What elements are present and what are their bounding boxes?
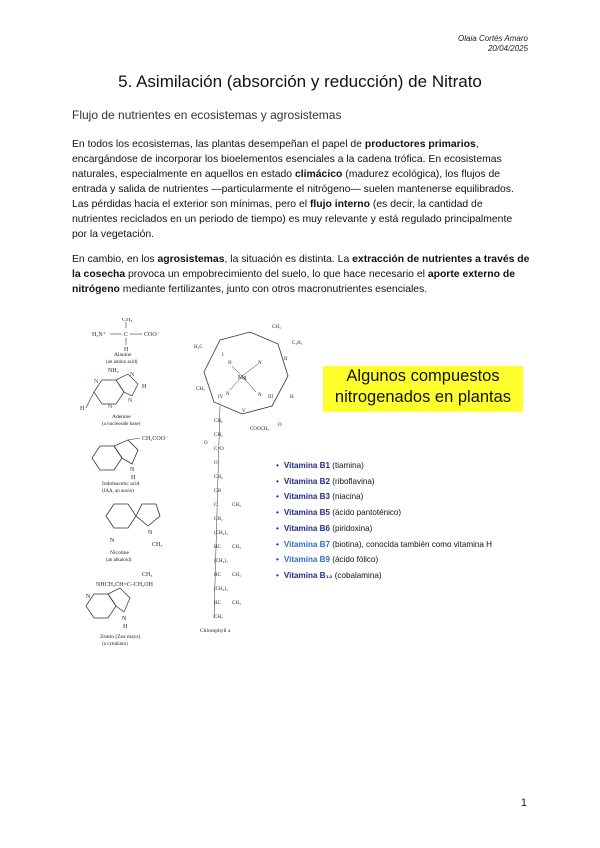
- paragraph-agrosistemas: [72, 252, 530, 297]
- vitamin-item: [276, 458, 492, 474]
- zeatin-desc: (a cytokinin): [102, 642, 128, 647]
- bullet-icon: •: [276, 523, 279, 533]
- vitamin-desc: (riboflavina): [330, 476, 375, 486]
- nicotine-methyl: CH₃: [152, 542, 163, 548]
- nicotine-label: Nicotine: [110, 550, 129, 556]
- zeatin-methyl: CH₃: [142, 572, 153, 578]
- chlorophyll-ester: COOCH₃: [250, 427, 270, 432]
- bold-term: climácico: [294, 169, 343, 180]
- zeatin-n1: N: [86, 594, 91, 600]
- iaa-structure: [92, 436, 168, 494]
- adenine-nh2: NH₂: [108, 368, 119, 374]
- ring-iv: IV: [218, 395, 224, 400]
- callout-line-1: Algunos compuestos: [346, 367, 500, 385]
- chain-group: C: [214, 503, 218, 508]
- vitamin-desc: (niacina): [330, 492, 364, 502]
- alanine-desc: (an amino acid): [106, 360, 138, 365]
- adenine-n1: N: [94, 379, 99, 385]
- ring-i: I: [222, 353, 224, 358]
- vitamin-desc: (cobalamina): [332, 570, 382, 580]
- paragraph-ecosistemas: [72, 137, 530, 242]
- vitamin-item: [276, 568, 492, 584]
- bullet-icon: •: [276, 539, 279, 549]
- callout-line-2: nitrogenados en plantas: [334, 388, 512, 406]
- nicotine-pyridine-n: N: [110, 538, 115, 544]
- iaa-hydrogen: H: [131, 475, 136, 481]
- chain-group: HC: [214, 573, 221, 578]
- text-run: (madurez ecológica), los flujos de entrada y salida de nutrientes —particularmente el nitrógeno— suelen mantenerse equilibrados. Las pérdidas hacia el exterior son mínimas, pero el: [72, 169, 514, 210]
- vitamin-desc: (tiamina): [330, 461, 364, 470]
- chlorophyll-methyl-top: CH₃: [272, 325, 281, 330]
- zeatin-hydrogen: H: [123, 624, 128, 630]
- chain-group: (CH₂)₃: [214, 587, 228, 592]
- vitamin-name: Vitamina B6: [283, 523, 331, 533]
- chlorophyll-methyl-bottom: CH₃: [196, 387, 205, 392]
- vitamin-name: Vitamina B2: [283, 476, 331, 486]
- chain-methyl: CH₃: [232, 573, 241, 578]
- author-name: Olaia Cortés Amaro: [458, 34, 528, 43]
- chain-methyl: CH₃: [232, 601, 241, 606]
- chlorophyll-n3: N: [226, 392, 230, 397]
- ring-iii: III: [268, 395, 273, 400]
- section-subtitle: Flujo de nutrientes en ecosistemas y agrosistemas: [72, 108, 342, 122]
- adenine-label: Adenine: [112, 414, 131, 420]
- alanine-carbon: C: [124, 332, 129, 338]
- vitamin-item: [276, 489, 492, 505]
- text-run: , encargándose de incorporar los bioelementos esenciales a la cadena trófica. En ecosistemas naturales, especialmente en aquellos en estado: [72, 139, 502, 180]
- chain-group: CH₃: [214, 615, 223, 620]
- adenine-n9: N: [128, 398, 133, 404]
- chlorophyll-n2: N: [258, 361, 262, 366]
- alanine-structure: [92, 318, 160, 365]
- page-number: 1: [520, 797, 527, 809]
- vitamin-name: Vitamina B1: [283, 461, 331, 470]
- iaa-nitrogen: N: [130, 467, 135, 473]
- chain-group: CH₂: [214, 419, 223, 424]
- chlorophyll-n4: N: [258, 393, 262, 398]
- zeatin-n9: N: [122, 616, 127, 622]
- iaa-desc: (IAA, an auxin): [102, 489, 134, 494]
- chlorophyll-ethyl: C₂H₅: [292, 341, 303, 346]
- chlorophyll-ester-oxygen: O: [204, 441, 208, 446]
- chain-methyl: CH₃: [232, 545, 241, 550]
- nicotine-pyrrolidine-n: N: [148, 530, 153, 536]
- adenine-n7: N: [130, 372, 135, 378]
- alanine-hydrogen: H: [124, 347, 129, 353]
- bold-term: extracción de nutrientes a través de la cosecha: [72, 254, 530, 280]
- vitamin-name: Vitamina B7: [283, 539, 331, 549]
- vitamin-desc: (ácido fólico): [330, 555, 379, 565]
- callout-title: [323, 366, 523, 408]
- bullet-icon: •: [276, 555, 279, 565]
- nicotine-desc: (an alkaloid): [106, 558, 132, 563]
- iaa-side-chain: CH₂COO⁻: [142, 436, 169, 442]
- document-header-meta: [458, 34, 528, 54]
- bullet-icon: •: [276, 461, 279, 470]
- vitamin-item: [276, 505, 492, 521]
- chain-group: C=O: [214, 447, 224, 452]
- chain-group: CH₂: [214, 517, 223, 522]
- vitamin-desc: (biotina), conocida también como vitamina H: [330, 539, 492, 549]
- nicotine-structure: [106, 504, 162, 563]
- chain-group: HC: [214, 601, 221, 606]
- phytol-chain: [214, 419, 241, 620]
- chain-group: CH₂: [214, 433, 223, 438]
- iaa-label: Indoleacetic acid: [102, 481, 140, 487]
- chain-group: HC: [214, 545, 221, 550]
- vitamin-name: Vitamina B3: [283, 492, 331, 502]
- text-run: En cambio, en los: [72, 254, 158, 265]
- chain-methyl: CH₃: [232, 503, 241, 508]
- vitamin-name: Vitamina B9: [283, 555, 331, 565]
- vitamin-item: [276, 474, 492, 490]
- chlorophyll-ketone: O: [278, 423, 282, 428]
- vitamin-name: Vitamina B₁₂: [283, 570, 333, 580]
- section-title: 5. Asimilación (absorción y reducción) de Nitrato: [118, 72, 482, 91]
- vitamin-desc: (piridoxina): [330, 523, 373, 533]
- bold-term: productores primarios: [364, 139, 476, 150]
- ring-ii: II: [284, 357, 288, 362]
- vitamin-item: [276, 521, 492, 537]
- zeatin-structure: [86, 572, 154, 647]
- vitamin-name: Vitamina B5: [283, 508, 331, 518]
- ring-v: V: [242, 409, 246, 414]
- chlorophyll-n1: N: [228, 361, 232, 366]
- bullet-icon: •: [276, 492, 279, 502]
- bold-term: aporte externo de nitrógeno: [72, 269, 516, 295]
- text-run: mediante fertilizantes, junto con otros macronutrientes esenciales.: [119, 284, 428, 295]
- adenine-desc: (a nucleoside base): [102, 422, 141, 427]
- text-run: En todos los ecosistemas, las plantas desempeñan el papel de: [72, 139, 365, 150]
- text-run: (es decir, la cantidad de nutrientes reciclados en un periodo de tiempo) es muy relevante y está regulado principalmente por la vegetación.: [72, 199, 513, 240]
- chlorophyll-methyl-left: H₃C: [194, 345, 203, 350]
- chain-group: (CH₂)₃: [214, 531, 228, 536]
- chlorophyll-hydrogen: H: [290, 395, 294, 400]
- alanine-label: Alanine: [114, 352, 132, 358]
- zeatin-chain: NHCH₂CH=C–CH₂OH: [96, 582, 153, 588]
- chain-group: O: [214, 461, 218, 466]
- vitamin-list: [276, 458, 492, 584]
- zeatin-label: Zeatin (Zea mays): [100, 634, 141, 640]
- chain-group: (CH₂)₃: [214, 559, 228, 564]
- vitamin-desc: (ácido pantoténico): [330, 508, 402, 518]
- chlorophyll-magnesium: Mg: [238, 375, 247, 381]
- adenine-h8: H: [142, 384, 147, 390]
- adenine-h: H: [80, 406, 85, 412]
- bold-term: agrosistemas: [157, 254, 225, 265]
- vitamin-item: [276, 537, 492, 553]
- adenine-structure: [80, 368, 147, 427]
- bullet-icon: •: [276, 476, 279, 486]
- chain-group: CH: [214, 489, 221, 494]
- alanine-carboxyl: COO⁻: [144, 332, 160, 338]
- vitamin-item: [276, 552, 492, 568]
- alanine-amine: H₃N⁺: [92, 332, 106, 338]
- text-run: , la situación es distinta. La: [224, 254, 353, 265]
- bullet-icon: •: [276, 570, 279, 580]
- bold-term: flujo interno: [309, 199, 370, 210]
- chlorophyll-label: Chlorophyll a: [200, 628, 231, 634]
- bullet-icon: •: [276, 508, 279, 518]
- chain-group: CH₂: [214, 475, 223, 480]
- adenine-n3: N: [108, 404, 113, 410]
- alanine-methyl: CH₃: [122, 318, 133, 323]
- text-run: provoca un empobrecimiento del suelo, lo que hace necesario el: [125, 269, 428, 280]
- document-date: 20/04/2025: [487, 44, 528, 53]
